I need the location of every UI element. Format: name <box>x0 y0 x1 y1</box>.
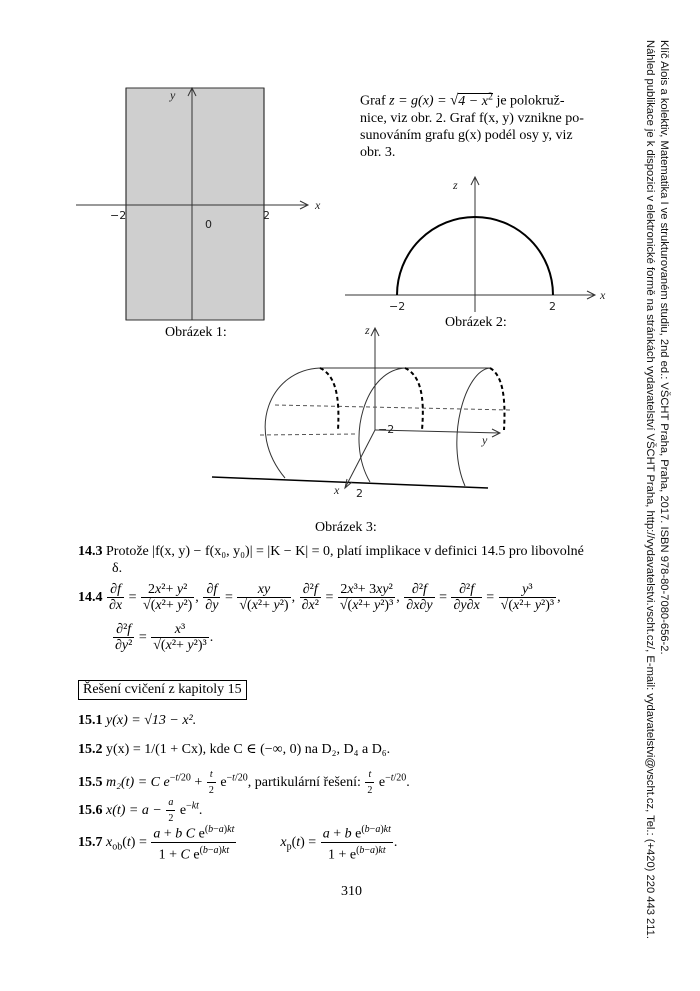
fig1-tick-pos: 2 <box>263 209 270 222</box>
exercise-number: 15.6 <box>78 803 103 819</box>
fig1-y-label: y <box>170 88 176 102</box>
page-number: 310 <box>341 884 362 899</box>
fig3-tick-neg: −2 <box>378 423 395 436</box>
exercise-text: Protože |f(x, y) − f(x₀, y₀)| = |K − K| = 0, platí implikace v definici 14.5 pro libovolné <box>106 544 584 559</box>
fig2-x-label: x <box>600 288 606 302</box>
sidebar-citation <box>644 40 671 939</box>
exercise-number: 14.3 <box>78 544 103 559</box>
exercise-number: 15.1 <box>78 713 103 728</box>
fig3-x-label: x <box>334 483 340 497</box>
fig3-caption: Obrázek 3: <box>315 520 377 535</box>
fig2-tick-pos: 2 <box>549 300 556 313</box>
exercise-text: x(t) = a − <box>106 803 166 819</box>
exercise-15-6: 15.6 x(t) = a − $\frac{a}{2}$ $e^{-kt}$. <box>78 797 203 824</box>
exercise-15-2 <box>78 741 390 758</box>
fig3-y-label: y <box>482 433 488 447</box>
intro-paragraph <box>360 88 605 161</box>
fig1-tick-neg: −2 <box>110 209 127 222</box>
fig2-caption: Obrázek 2: <box>445 315 507 330</box>
exercise-text-2: δ. <box>112 561 123 576</box>
fig2-z-label: z <box>453 178 458 192</box>
exercise-text: y(x) = √13 − x². <box>106 713 197 728</box>
fig1-caption: Obrázek 1: <box>165 325 227 340</box>
exercise-14-3 <box>78 543 638 577</box>
intro-line-1: Graf $z = g(x) = √4 - x^2$ je polokruž- <box>360 91 565 109</box>
figure-1 <box>70 85 340 325</box>
fig3-tick-pos: 2 <box>356 487 363 500</box>
fig2-tick-neg: −2 <box>389 300 406 313</box>
exercise-partial-label: , partikulární řešení: <box>247 775 365 791</box>
section-heading-box: Řešení cvičení z kapitoly 15 <box>78 680 247 700</box>
exercise-14-4-cont: $\frac{\text{∂²f}}{\text{∂y²}}$ = $\frac{\text{x³}}{\text{√(x²+ y²)³}}$ . <box>115 622 214 653</box>
exercise-number: 14.4 <box>78 590 103 606</box>
exercise-15-5: 15.5 m₂(t) = C $e^{-t/20}$ + $\frac{t}{2}$ $e^{-t/20}$, partikulární řešení: $\frac{t}{2}$ $e^{-t/20}$. <box>78 769 410 796</box>
exercise-lhs: m₂(t) = C e <box>106 775 170 791</box>
figure-2 <box>345 172 615 317</box>
exercise-15-7: 15.7 $x_{ob}(t)$ = $\frac{a + b C e^{(b-a)kt}}{1 + C e^{(b-a)kt}}$ $x_p(t)$ = $\frac{a + b e^{(b-a)kt}}{1 + e^{(b-a)kt}}$ . <box>78 824 398 863</box>
figure-3 <box>210 320 530 505</box>
intro-line-2: nice, viz obr. 2. Graf f(x, y) vznikne po- <box>360 110 584 126</box>
sidebar-line-2: Náhled publikace je k dispozici v elektronické formě na stránkách vydavatelství VŠCHT Praha, http://vydavatelstvi.vscht.cz/, E-mail: vydavatelstvi@vscht.cz, Tel.: (+420) 220 443 211. <box>644 40 656 939</box>
exercise-text: y(x) = 1/(1 + Cx), kde C ∈ (−∞, 0) na D₂, D₄ a D₆. <box>106 742 391 757</box>
exercise-14-4: 14.4 $\frac{\partial f}{\partial x}$ = $\frac{\text{2x²+ y²}}{\text{√(x²+ y²)}}$ , $\frac{\partial f}{\partial y}$ = $\frac{xy}{\text{√(x²+ y²)}}$ , $\frac{\text{∂²f}}{\text{∂x²}}$ = $\frac{\text{2x³+ 3xy²}}{\text{√(x²+ y²)³}}$ , $\frac{\text{∂²f}}{\partial x\partial y}$ = $\frac{\text{∂²f}}{\partial y\partial x}$ = $\frac{\text{y³}}{\text{√(x²+ y²)³}}$ , <box>78 582 561 613</box>
fig1-origin: 0 <box>205 218 212 231</box>
fig1-x-label: x <box>315 198 321 212</box>
fig3-z-label: z <box>365 323 370 337</box>
exercise-number: 15.5 <box>78 775 103 791</box>
exercise-number: 15.2 <box>78 742 103 757</box>
sidebar-line-1: Klíč Alois a kolektiv, Matematika I ve strukturovaném studiu, 2nd ed.: VŠCHT Praha, Praha, 2017. ISBN 978-80-7080-656-2. <box>658 40 670 655</box>
intro-line-3: sunováním grafu g(x) podél osy y, viz <box>360 127 573 143</box>
intro-line-4: obr. 3. <box>360 144 396 160</box>
exercise-15-1 <box>78 712 196 729</box>
exercise-number: 15.7 <box>78 834 103 850</box>
